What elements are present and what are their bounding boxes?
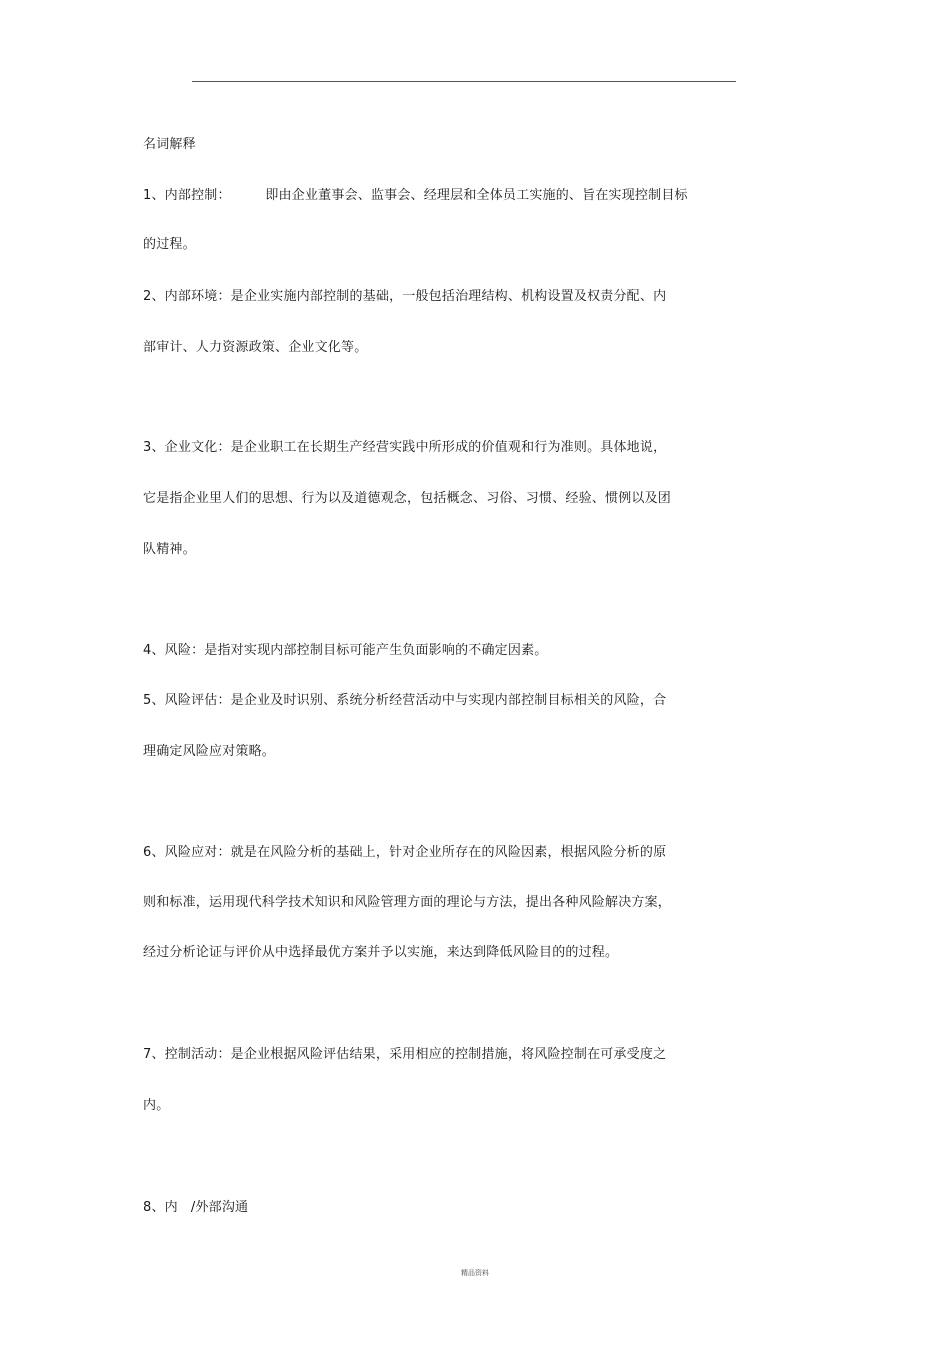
paragraph-line: 4、风险：是指对实现内部控制目标可能产生负面影响的不确定因素。 — [143, 643, 548, 658]
page-footer: 精品资料 — [461, 1269, 489, 1277]
paragraph-line: 8、内 /外部沟通 — [143, 1200, 249, 1215]
paragraph-line: 部审计、人力资源政策、企业文化等。 — [143, 340, 368, 355]
paragraph-line: 5、风险评估：是企业及时识别、系统分析经营活动中与实现内部控制目标相关的风险，合 — [143, 693, 667, 708]
paragraph-line: 7、控制活动：是企业根据风险评估结果，采用相应的控制措施，将风险控制在可承受度之 — [143, 1047, 667, 1062]
paragraph-line: 1、内部控制： 即由企业董事会、监事会、经理层和全体员工实施的、旨在实现控制目标 — [143, 188, 688, 203]
paragraph-line: 3、企业文化：是企业职工在长期生产经营实践中所形成的价值观和行为准则。具体地说， — [143, 440, 667, 455]
paragraph-line: 2、内部环境：是企业实施内部控制的基础，一般包括治理结构、机构设置及权责分配、内 — [143, 289, 667, 304]
header-rule — [192, 81, 736, 82]
paragraph-line: 理确定风险应对策略。 — [143, 744, 276, 759]
paragraph-line: 6、风险应对：就是在风险分析的基础上，针对企业所存在的风险因素，根据风险分析的原 — [143, 845, 667, 860]
paragraph-line: 则和标准，运用现代科学技术知识和风险管理方面的理论与方法，提出各种风险解决方案， — [143, 895, 672, 910]
paragraph-line: 内。 — [143, 1098, 170, 1113]
paragraph-line: 经过分析论证与评价从中选择最优方案并予以实施，来达到降低风险目的的过程。 — [143, 945, 619, 960]
document-heading: 名词解释 — [143, 137, 196, 152]
paragraph-line: 它是指企业里人们的思想、行为以及道德观念，包括概念、习俗、习惯、经验、惯例以及团 — [143, 491, 672, 506]
paragraph-line: 队精神。 — [143, 542, 196, 557]
paragraph-line: 的过程。 — [143, 237, 196, 252]
